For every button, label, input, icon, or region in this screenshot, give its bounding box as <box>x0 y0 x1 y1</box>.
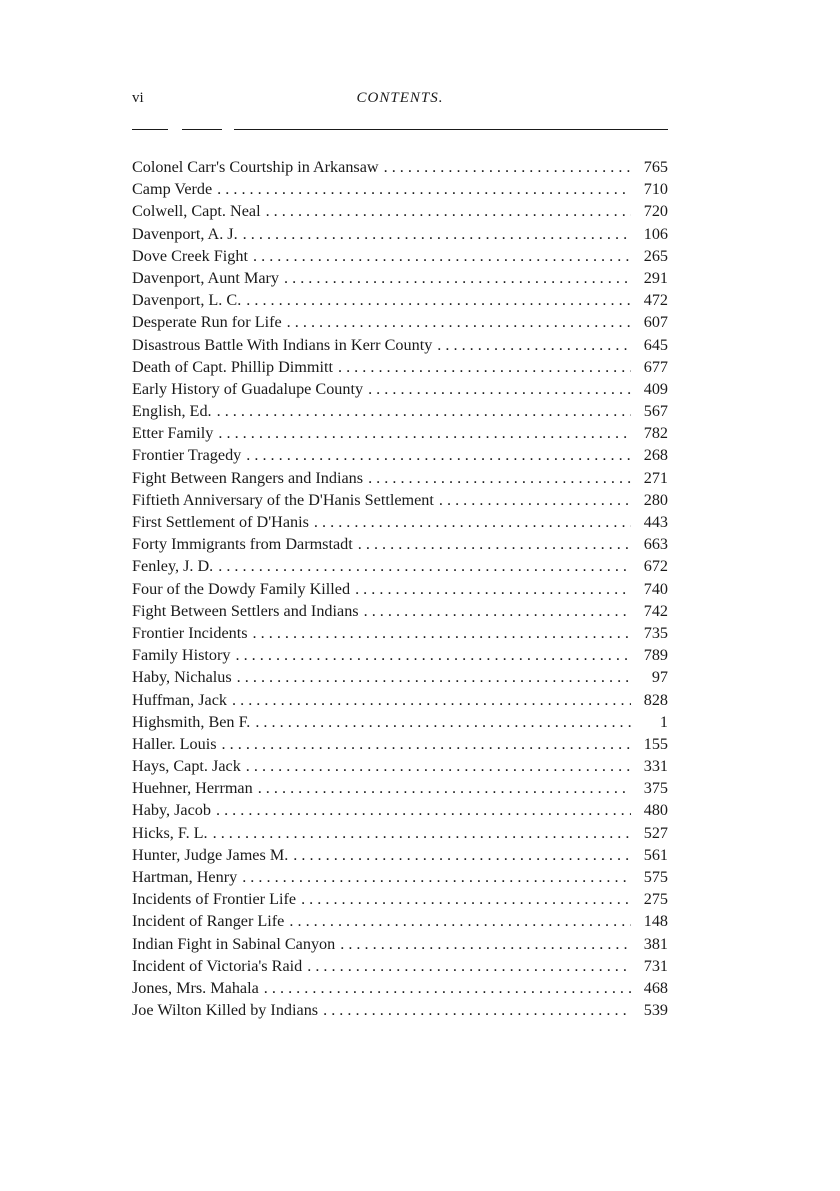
toc-entry-title: Hartman, Henry <box>132 868 238 886</box>
dot-leader <box>289 910 631 932</box>
toc-entry-title: Camp Verde <box>132 180 213 199</box>
dot-leader <box>253 622 631 644</box>
toc-entry-title: Early History of Guadalupe County <box>132 379 364 398</box>
toc-entry <box>132 489 668 511</box>
dot-leader <box>213 822 631 844</box>
toc-entry-page: 148 <box>643 912 668 931</box>
toc-entry-page: 677 <box>643 357 668 376</box>
toc-entry-title: Hunter, Judge James M. <box>132 845 289 864</box>
toc-entry <box>132 733 668 755</box>
toc-entry <box>132 311 668 333</box>
toc-entry <box>132 378 668 400</box>
toc-entry-page: 1 <box>659 712 668 731</box>
toc-entry-page: 742 <box>643 601 668 620</box>
dot-leader <box>218 422 631 444</box>
dot-leader <box>243 223 631 245</box>
toc-entry-title: Death of Capt. Phillip Dimmitt <box>132 357 333 376</box>
toc-entry-title: Davenport, A. J. <box>132 224 238 243</box>
dot-leader <box>218 555 631 577</box>
toc-entry-page: 265 <box>643 246 668 265</box>
dot-leader <box>368 467 631 489</box>
dot-leader <box>264 977 631 999</box>
toc-entry-title: Davenport, Aunt Mary <box>132 268 280 287</box>
toc-entry-page: 155 <box>643 734 668 753</box>
toc-entry-title: Colwell, Capt. Neal <box>132 202 261 221</box>
toc-entry-title: Hicks, F. L. <box>132 823 208 842</box>
toc-entry <box>132 578 668 600</box>
toc-entry <box>132 289 668 311</box>
toc-entry-page: 106 <box>643 224 668 243</box>
toc-entry-title: Huffman, Jack <box>132 690 227 709</box>
toc-entry <box>132 223 668 245</box>
toc-entry <box>132 822 668 844</box>
header-rule-segment <box>132 129 168 130</box>
toc-entry-title: Davenport, L. C. <box>132 291 242 310</box>
toc-entry-page: 782 <box>643 424 668 443</box>
dot-leader <box>246 755 631 777</box>
toc-entry-page: 672 <box>643 557 668 576</box>
toc-entry <box>132 467 668 489</box>
toc-entry <box>132 511 668 533</box>
toc-entry-title: Fenley, J. D. <box>132 557 214 576</box>
dot-leader <box>301 888 631 910</box>
toc-entry <box>132 334 668 356</box>
toc-entry-page: 607 <box>643 313 668 332</box>
toc-entry-title: Disastrous Battle With Indians in Kerr County <box>132 335 433 354</box>
toc-entry-page: 789 <box>643 646 668 665</box>
dot-leader <box>284 267 631 289</box>
toc-entry-title: Frontier Incidents <box>132 623 248 642</box>
toc-entry <box>132 444 668 466</box>
dot-leader <box>216 799 631 821</box>
table-of-contents <box>132 156 668 1021</box>
toc-entry <box>132 866 668 888</box>
toc-entry-title: Dove Creek Fight <box>132 246 248 265</box>
toc-entry <box>132 666 668 688</box>
toc-entry-page: 735 <box>643 623 668 642</box>
page-title: CONTENTS. <box>356 90 444 106</box>
toc-entry <box>132 799 668 821</box>
toc-entry-page: 480 <box>643 801 668 820</box>
toc-entry-page: 731 <box>643 956 668 975</box>
toc-entry <box>132 711 668 733</box>
toc-entry-page: 443 <box>643 513 668 531</box>
dot-leader <box>222 733 631 755</box>
toc-entry <box>132 933 668 955</box>
toc-entry-page: 291 <box>643 268 668 287</box>
toc-entry-page: 468 <box>643 978 668 997</box>
toc-entry-title: Jones, Mrs. Mahala <box>132 978 259 997</box>
toc-entry-title: Family History <box>132 646 231 665</box>
toc-entry <box>132 245 668 267</box>
dot-leader <box>358 533 631 555</box>
toc-entry-title: Desperate Run for Life <box>132 313 282 332</box>
toc-entry-page: 375 <box>643 779 668 798</box>
dot-leader <box>323 999 631 1021</box>
toc-entry-page: 710 <box>643 180 668 199</box>
toc-entry-title: Frontier Tragedy <box>132 446 242 465</box>
dot-leader <box>384 156 631 178</box>
toc-entry <box>132 777 668 799</box>
toc-entry-title: Highsmith, Ben F. <box>132 712 251 731</box>
toc-entry-title: Colonel Carr's Courtship in Arkansaw <box>132 158 379 176</box>
toc-entry <box>132 622 668 644</box>
dot-leader <box>340 933 631 955</box>
toc-entry <box>132 400 668 422</box>
toc-entry <box>132 755 668 777</box>
toc-entry-title: Haller. Louis <box>132 734 217 753</box>
toc-entry <box>132 267 668 289</box>
toc-entry-title: Four of the Dowdy Family Killed <box>132 579 351 598</box>
dot-leader <box>246 289 631 311</box>
page-header <box>132 90 668 112</box>
toc-entry-page: 765 <box>643 158 668 176</box>
toc-entry-page: 575 <box>643 868 668 886</box>
header-rule-segment <box>182 129 222 130</box>
toc-entry-page: 567 <box>643 402 668 421</box>
toc-entry-title: Fiftieth Anniversary of the D'Hanis Settlement <box>132 490 434 509</box>
dot-leader <box>235 644 631 666</box>
toc-entry-title: Indian Fight in Sabinal Canyon <box>132 934 336 953</box>
dot-leader <box>217 178 631 200</box>
toc-entry-page: 539 <box>643 1001 668 1020</box>
toc-entry <box>132 910 668 932</box>
dot-leader <box>293 844 631 866</box>
toc-entry-page: 740 <box>643 579 668 598</box>
toc-entry <box>132 156 668 178</box>
toc-entry <box>132 600 668 622</box>
toc-entry-page: 472 <box>643 291 668 310</box>
toc-entry-page: 720 <box>643 202 668 221</box>
toc-entry <box>132 356 668 378</box>
toc-entry <box>132 999 668 1021</box>
toc-entry <box>132 689 668 711</box>
toc-entry-title: Forty Immigrants from Darmstadt <box>132 535 353 554</box>
toc-entry <box>132 200 668 222</box>
toc-entry-title: First Settlement of D'Hanis <box>132 513 309 531</box>
toc-entry-title: Hays, Capt. Jack <box>132 757 241 776</box>
toc-entry <box>132 844 668 866</box>
dot-leader <box>237 666 631 688</box>
dot-leader <box>338 356 631 378</box>
dot-leader <box>246 444 631 466</box>
toc-entry <box>132 888 668 910</box>
dot-leader <box>217 400 631 422</box>
toc-entry <box>132 533 668 555</box>
dot-leader <box>307 955 631 977</box>
toc-entry-page: 271 <box>643 468 668 487</box>
dot-leader <box>258 777 631 799</box>
dot-leader <box>314 511 631 533</box>
dot-leader <box>242 866 631 888</box>
toc-entry-title: Joe Wilton Killed by Indians <box>132 1001 319 1020</box>
dot-leader <box>437 334 631 356</box>
toc-entry-title: Incident of Ranger Life <box>132 912 285 931</box>
toc-entry-page: 409 <box>643 379 668 398</box>
toc-entry-title: Huehner, Herrman <box>132 779 253 798</box>
dot-leader <box>439 489 631 511</box>
toc-entry-page: 561 <box>643 845 668 864</box>
toc-entry-title: Incidents of Frontier Life <box>132 890 297 909</box>
toc-entry-title: Haby, Nichalus <box>132 668 232 687</box>
toc-entry-page: 828 <box>643 690 668 709</box>
dot-leader <box>287 311 631 333</box>
toc-entry <box>132 178 668 200</box>
toc-entry-title: Etter Family <box>132 424 214 443</box>
dot-leader <box>355 578 631 600</box>
toc-entry-page: 97 <box>651 668 668 687</box>
toc-entry-page: 331 <box>643 757 668 776</box>
dot-leader <box>253 245 631 267</box>
toc-entry-page: 527 <box>643 823 668 842</box>
toc-entry-title: Fight Between Settlers and Indians <box>132 601 359 620</box>
header-rule-segment <box>234 129 668 130</box>
dot-leader <box>368 378 631 400</box>
toc-entry <box>132 977 668 999</box>
toc-entry <box>132 644 668 666</box>
toc-entry-page: 381 <box>643 934 668 953</box>
toc-entry-title: English, Ed. <box>132 402 212 421</box>
toc-entry <box>132 422 668 444</box>
dot-leader <box>232 689 631 711</box>
toc-entry-page: 268 <box>643 446 668 465</box>
toc-entry-title: Haby, Jacob <box>132 801 211 820</box>
toc-entry-page: 645 <box>643 335 668 354</box>
page-number: vi <box>132 90 144 106</box>
toc-entry <box>132 555 668 577</box>
toc-entry-title: Incident of Victoria's Raid <box>132 956 303 975</box>
toc-entry-page: 275 <box>643 890 668 909</box>
dot-leader <box>266 200 631 222</box>
toc-entry-page: 663 <box>643 535 668 554</box>
dot-leader <box>364 600 631 622</box>
dot-leader <box>255 711 631 733</box>
toc-entry <box>132 955 668 977</box>
toc-entry-title: Fight Between Rangers and Indians <box>132 468 364 487</box>
toc-entry-page: 280 <box>643 490 668 509</box>
